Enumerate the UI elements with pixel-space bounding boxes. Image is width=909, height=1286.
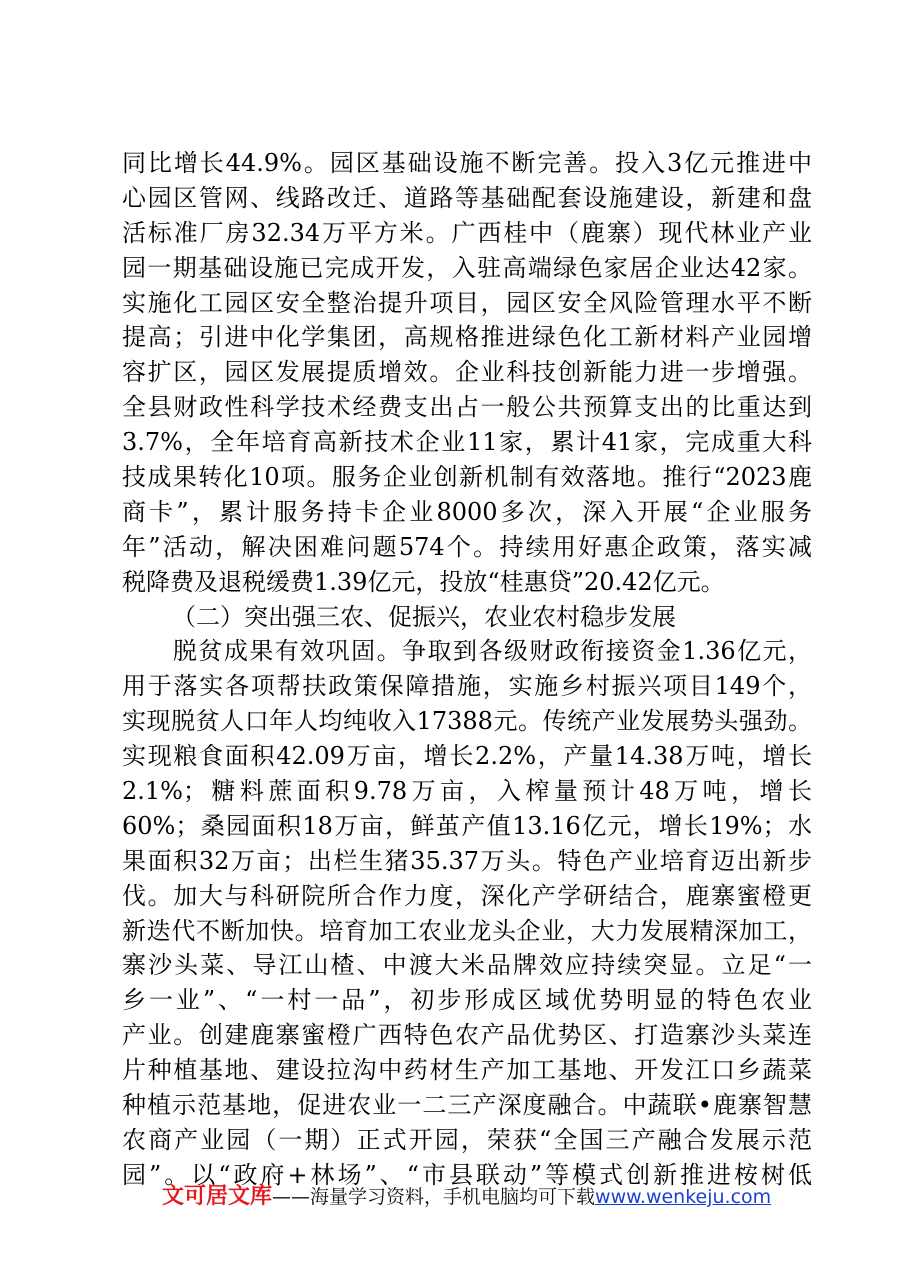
body-line: 脱贫成果有效巩固。争取到各级财政衔接资金1.36亿元，	[122, 637, 812, 666]
document-body	[122, 146, 812, 1193]
body-line: 乡一业”、“一村一品”，初步形成区域优势明显的特色农业	[122, 986, 812, 1015]
body-line: 园一期基础设施已完成开发，入驻高端绿色家居企业达42家。	[122, 253, 812, 282]
footer-website-link[interactable]: www.wenkeju.com	[595, 1186, 772, 1208]
footer-tagline: ——海量学习资料，手机电脑均可下载	[272, 1186, 596, 1208]
body-line: 种植示范基地，促进农业一二三产深度融合。中蔬联•鹿寨智慧	[122, 1091, 812, 1120]
body-line: 容扩区，园区发展提质增效。企业科技创新能力进一步增强。	[122, 358, 812, 387]
body-line: 园”。以“政府+林场”、“市县联动”等模式创新推进桉树低	[122, 1160, 812, 1189]
body-line: 伐。加大与科研院所合作力度，深化产学研结合，鹿寨蜜橙更	[122, 881, 812, 910]
body-line: 税降费及退税缓费1.39亿元，投放“桂惠贷”20.42亿元。	[122, 567, 725, 596]
body-line: 产业。创建鹿寨蜜橙广西特色农产品优势区、打造寨沙头菜连	[122, 1021, 812, 1050]
body-line: 新迭代不断加快。培育加工农业龙头企业，大力发展精深加工，	[122, 916, 812, 945]
body-line: 同比增长44.9%。园区基础设施不断完善。投入3亿元推进中	[122, 149, 812, 177]
body-line: 片种植基地、建设拉沟中药材生产加工基地、开发江口乡蔬菜	[122, 1056, 812, 1085]
body-line: 2.1%；糖料蔗面积9.78万亩，入榨量预计48万吨，增长	[122, 777, 812, 806]
footer-banner	[162, 1183, 771, 1211]
footer-brand: 文可居文库	[162, 1184, 273, 1209]
body-line: 全县财政性科学技术经费支出占一般公共预算支出的比重达到	[122, 393, 812, 422]
body-line: 实现脱贫人口年人均纯收入17388元。传统产业发展势头强劲。	[122, 707, 812, 736]
body-line: 果面积32万亩；出栏生猪35.37万头。特色产业培育迈出新步	[122, 846, 812, 875]
body-line: 活标准厂房32.34万平方米。广西桂中（鹿寨）现代林业产业	[122, 218, 812, 247]
body-line: 60%；桑园面积18万亩，鲜茧产值13.16亿元，增长19%；水	[122, 811, 812, 840]
body-line: 用于落实各项帮扶政策保障措施，实施乡村振兴项目149个，	[122, 672, 812, 701]
body-line: 实现粮食面积42.09万亩，增长2.2%，产量14.38万吨，增长	[122, 742, 812, 771]
body-line: 年”活动，解决困难问题574个。持续用好惠企政策，落实减	[122, 532, 812, 561]
body-line: 寨沙头菜、导江山楂、中渡大米品牌效应持续突显。立足“一	[122, 951, 812, 980]
body-line: 实施化工园区安全整治提升项目，园区安全风险管理水平不断	[122, 288, 812, 317]
body-line: 商卡”，累计服务持卡企业8000多次，深入开展“企业服务	[122, 497, 812, 526]
section-heading: （二）突出强三农、促振兴，农业农村稳步发展	[172, 602, 676, 631]
body-line: 技成果转化10项。服务企业创新机制有效落地。推行“2023鹿	[122, 463, 812, 492]
body-line: 心园区管网、线路改迁、道路等基础配套设施建设，新建和盘	[122, 183, 812, 212]
body-line: 提高；引进中化学集团，高规格推进绿色化工新材料产业园增	[122, 323, 812, 352]
body-line: 农商产业园（一期）正式开园，荣获“全国三产融合发展示范	[122, 1125, 812, 1154]
body-line: 3.7%，全年培育高新技术企业11家，累计41家，完成重大科	[122, 428, 812, 457]
